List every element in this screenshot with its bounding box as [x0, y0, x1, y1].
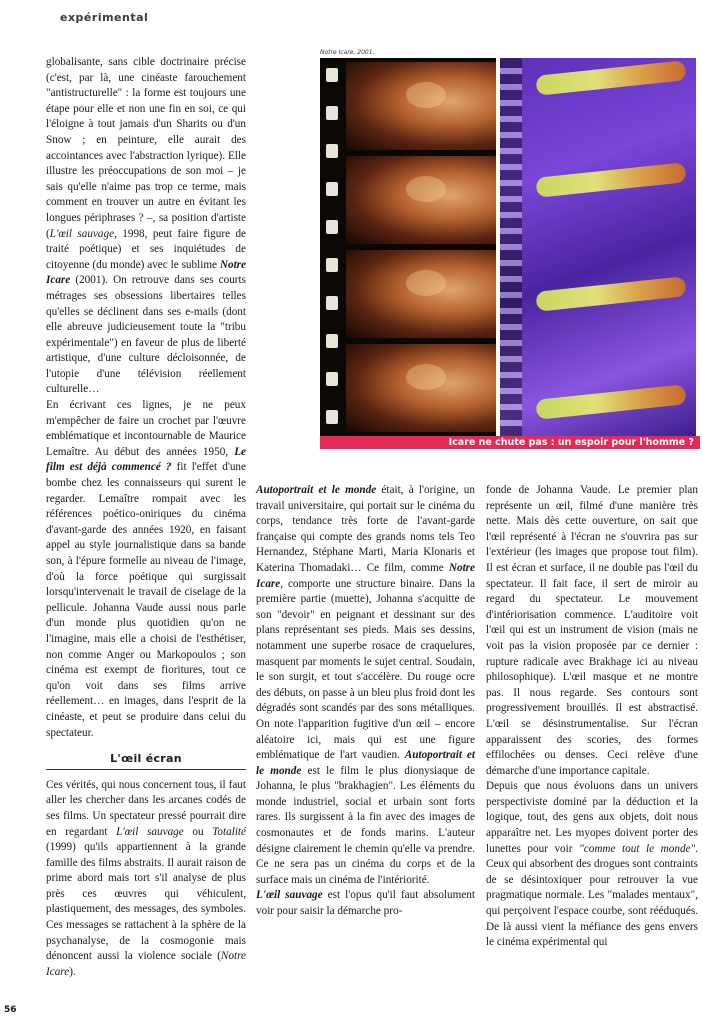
- film-frame: [346, 62, 496, 150]
- sprocket-hole: [326, 372, 338, 386]
- paragraph: Depuis que nous évoluons dans un univers perspectiviste dominé par la déduction et la logique, tout, des gens aux objets, doit nous apparaître net. Les myopes doivent porter des lunettes pour voir "comme tout le monde". Ceux qui absorbent des drogues sont contraints de se désintoxiquer pour retrouver la vue pragmatique normale. Les "malades mentaux", qui perçoivent l'espace courbe, sont rééduqués. De là aussi vient la méfiance des gens envers le cinéma expérimental qui: [486, 780, 699, 949]
- painted-figure: [535, 162, 686, 198]
- painted-figure: [535, 384, 686, 420]
- film-frame: [346, 250, 496, 338]
- sprocket-hole: [326, 296, 338, 310]
- middle-column: [256, 483, 475, 920]
- page-number: 56: [4, 1005, 17, 1015]
- film-frame: [346, 344, 496, 432]
- paragraph: En écrivant ces lignes, je ne peux m'empêcher de faire un crochet par l'œuvre emblématique et incontournable de Maurice Lemaître. Au début des années 1950, Le film est déjà commencé ? fit l'effet d'une bombe chez les connaisseurs qui surent le regarder. Lemaître rompait avec les références poético-oniriques du cinéma d'avant-garde des années 1920, en faisant appel au style journalistique dans sa bande son, à l'épure formelle au niveau de l'image, d'où la force poétique qui surgissait lorsqu'intervenait le travail de ciselage de la pellicule. Johanna Vaude aussi nous parle d'un monde plus quotidien qu'on ne l'imagine, mais elle a choisi de l'esthétiser, non comme Anger ou Markopoulos ; son cinéma est exempt de fioritures, tout ce qu'on voit dans ses films arrive réellement… en images, dans l'esprit de la cinéaste, et peut se produire dans celui du spectateur.: [46, 399, 246, 739]
- sprocket-hole: [326, 106, 338, 120]
- paragraph: globalisante, sans cible doctrinaire précise (c'est, par là, une cinéaste farouchement "antistructurelle" : la forme est toujours une étape pour elle et non une fin en soi, ce qui l'éloigne à tout jamais d'un Sharits ou d'un Snow ; en peinture, elle aurait des accointances avec l'abstraction lyrique). Elle illustre les préoccupations de son moi – je sais qu'elle n'aime pas trop ce terme, mais comment en trouver un autre en évitant les longues périphrases ? –, sa position d'artiste (L'œil sauvage, 1998, peut faire figure de traité poétique) et ses inquiétudes de citoyenne (du monde) avec le sublime Notre Icare (2001). On retrouve dans ses courts métrages ses obsessions libertaires telles qu'elles se déclinent dans ses e-mails (dont elle abreuve judicieusement toute la "tribu expérimentale") en faveur de plus de liberté artistique, d'une culture décloisonnée, de l'utopie d'une télévision réellement culturelle…: [46, 56, 246, 396]
- film-frame: [346, 156, 496, 244]
- photo-caption: Icare ne chute pas : un espoir pour l'homme ?: [320, 436, 700, 449]
- sprocket-hole: [326, 334, 338, 348]
- photo-credit: Notre Icare, 2001.: [320, 49, 375, 56]
- painted-figure: [535, 276, 686, 312]
- paragraph: Autoportrait et le monde était, à l'origine, un travail universitaire, qui portait sur le cinéma du corps, tendance très forte de l'avant-garde française qui compte des grands noms tels Teo Hernandez, Stéphane Marti, Maria Klonaris et Katerina Thomadaki… Ce film, comme Notre Icare, comporte une structure binaire. Dans la première partie (muette), Johanna s'acquitte de son "devoir" en peignant et dessinant sur des plans représentant ses pieds. Mais ses dessins, notamment une superbe rosace de craquelures, masquent par moments le sujet central. Soudain, le son surgit, et tout s'accélère. Du rouge ocre des débuts, on passe à un bleu plus froid dont les dégradés sont scandés par des sons métalliques. On note l'apparition fugitive d'un œil – encore aléatoire ici, mais qui est une figure emblématique de l'art vaudien. Autoportrait et le monde est le film le plus dionysiaque de Johanna, le plus "brakhagien". Les éléments du monde industriel, social et urbain sont forts rares. Ils surgissent à la fin avec des images de cosmonautes et de fonds marins. L'auteur désigne clairement le chemin qu'elle va prendre. Ce ne sera pas un cinéma du corps et de la surface mais un cinéma de l'intériorité.: [256, 484, 475, 886]
- section-title: expérimental: [60, 11, 149, 24]
- filmstrip-image: [320, 58, 496, 436]
- sprocket-hole: [326, 410, 338, 424]
- sprocket-hole: [326, 220, 338, 234]
- left-column: [46, 55, 246, 980]
- sprocket-hole: [326, 144, 338, 158]
- sprocket-hole: [326, 182, 338, 196]
- paragraph: L'œil sauvage est l'opus qu'il faut absolument voir pour saisir la démarche pro-: [256, 889, 475, 918]
- subheading: L'œil écran: [46, 751, 246, 770]
- paragraph: fonde de Johanna Vaude. Le premier plan représente un œil, filmé d'une manière très nette. Mais dès cette ouverture, on sait que l'œil représenté à l'écran ne s'ouvrira pas sur l'extérieur (les images que propose tout film). Il est écran et surface, il ne double pas l'œil du spectateur. Il fait face, il sert de miroir au regard du spectateur. Le mouvement d'intériorisation commence. L'auditoire voit l'œil qui est un instrument de vision (mais ne voit pas la vision proposée par ce dernier : rupture radicale avec Brakhage ici au niveau philosophique). L'œil masque et ne montre pas. Il nous regarde. Ses contours sont progressivement brouillés. Il est abstractisé. L'œil se désinstrumentalise. Sur l'écran apparaissent des scories, des formes effilochées ou denses. Ceci relève d'une démarche d'une importance capitale.: [486, 484, 698, 777]
- right-column: [486, 483, 698, 951]
- painted-film-image: [500, 58, 696, 436]
- painted-figure: [535, 60, 686, 96]
- paragraph: Ces vérités, qui nous concernent tous, il faut aller les chercher dans les arcanes codés de ses films. Un spectateur pressé pourrait dire en regardant L'œil sauvage ou Totalité (1999) qu'ils appartiennent à la grande famille des films abstraits. Il aurait raison de prime abord mais tort s'il analyse de plus près ces œuvres qui véhiculent, plastiquement, des messages, des symboles. Ces messages se rattachent à la sphère de la psychanalyse, de la cosmogonie mais dénoncent aussi la violence sociale (Notre Icare).: [46, 778, 246, 978]
- sprocket-hole: [326, 258, 338, 272]
- sprocket-hole: [326, 68, 338, 82]
